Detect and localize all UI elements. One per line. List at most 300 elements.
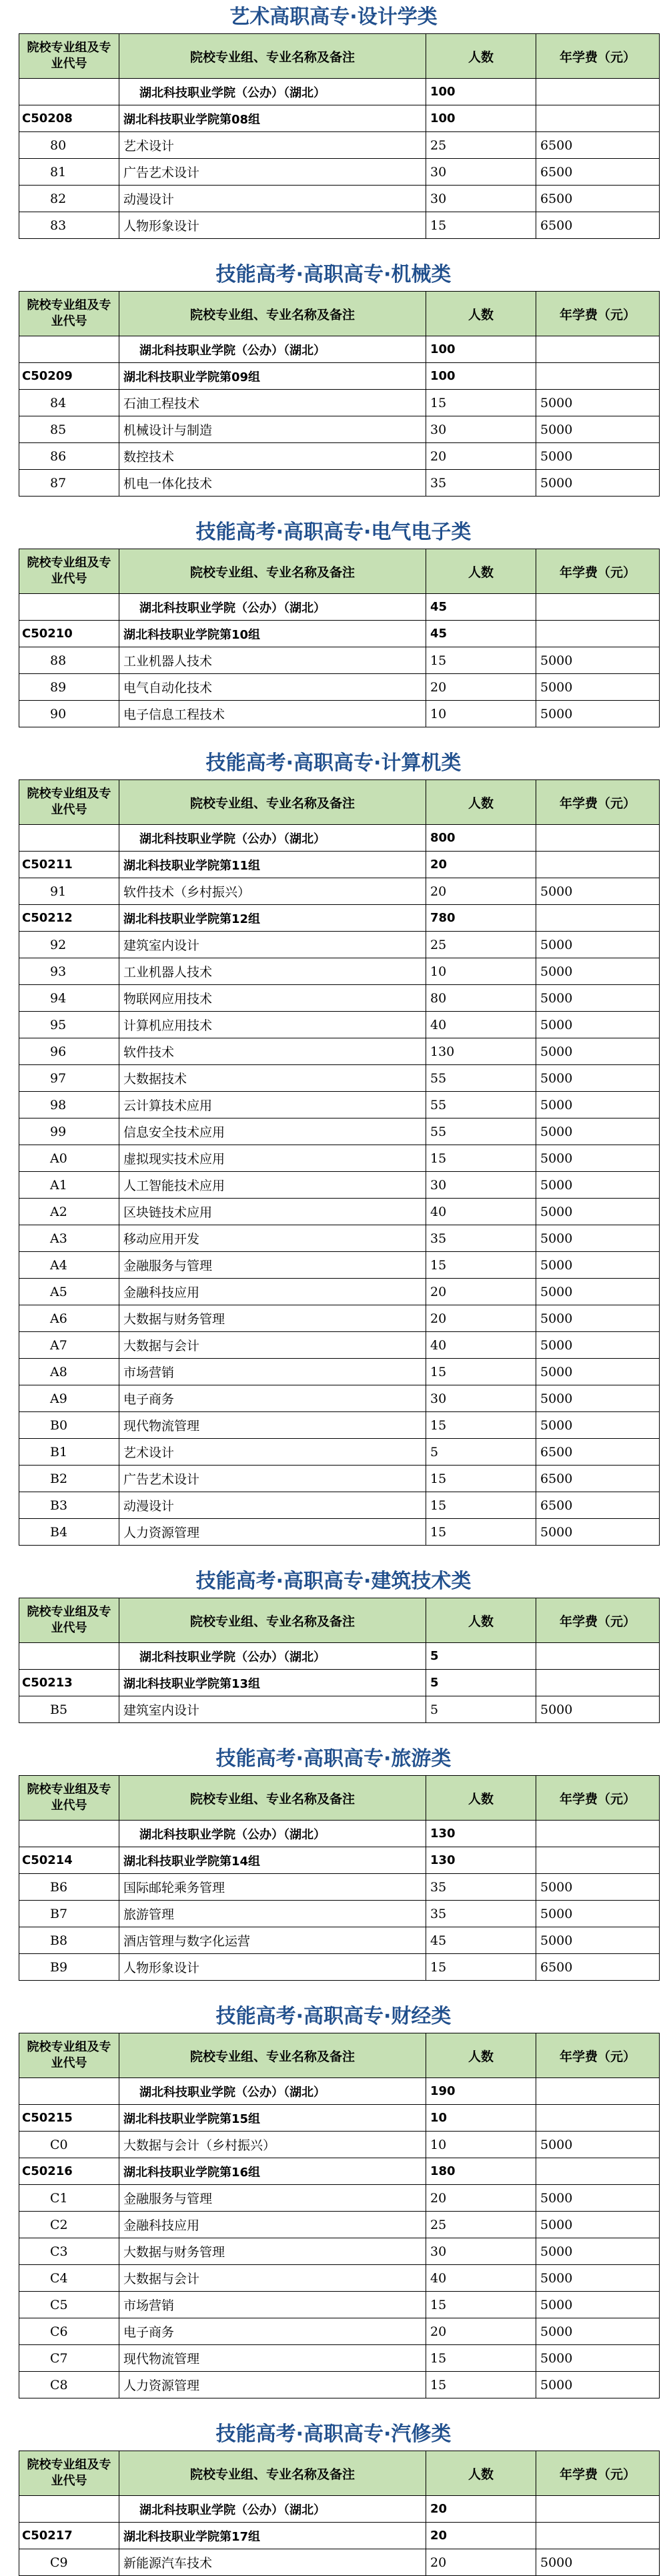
code-cell: B6 [19,1874,119,1901]
code-cell: A9 [19,1385,119,1412]
fee-cell: 5000 [536,1412,660,1439]
count-cell: 15 [426,1145,536,1172]
enrollment-table [19,1775,660,1981]
code-cell: B8 [19,1927,119,1954]
name-cell: 区块链技术应用 [119,1199,426,1225]
group-row [19,2523,660,2549]
code-cell: A8 [19,1359,119,1385]
fee-cell: 5000 [536,647,660,674]
count-cell: 20 [426,443,536,470]
header-code: 院校专业组及专业代号 [19,1776,119,1821]
count-cell: 35 [426,470,536,497]
major-row [19,1927,660,1954]
fee-cell: 5000 [536,1118,660,1145]
header-count: 人数 [426,549,536,594]
code-cell [19,1643,119,1670]
code-cell: A5 [19,1279,119,1305]
name-cell: 湖北科技职业学院（公办）（湖北） [119,336,426,363]
header-name: 院校专业组、专业名称及备注 [119,780,426,825]
name-cell: 金融科技应用 [119,2212,426,2238]
count-cell: 15 [426,2345,536,2372]
name-cell: 人力资源管理 [119,1519,426,1546]
count-cell: 100 [426,363,536,390]
code-cell: 94 [19,985,119,1012]
name-cell: 建筑室内设计 [119,1696,426,1723]
count-cell: 30 [426,2238,536,2265]
count-cell: 15 [426,2372,536,2398]
count-cell: 15 [426,212,536,239]
code-cell [19,825,119,852]
count-cell: 800 [426,825,536,852]
major-row [19,1012,660,1038]
fee-cell: 5000 [536,416,660,443]
name-cell: 大数据与会计 [119,1332,426,1359]
fee-cell: 5000 [536,1385,660,1412]
count-cell: 30 [426,416,536,443]
major-row [19,2318,660,2345]
group-row [19,852,660,878]
major-row [19,1038,660,1065]
fee-cell [536,2105,660,2132]
count-cell: 55 [426,1092,536,1118]
code-cell: B9 [19,1954,119,1981]
name-cell: 湖北科技职业学院第15组 [119,2105,426,2132]
fee-cell [536,2078,660,2105]
name-cell: 湖北科技职业学院第13组 [119,1670,426,1696]
name-cell: 湖北科技职业学院（公办）（湖北） [119,825,426,852]
name-cell: 旅游管理 [119,1901,426,1927]
count-cell: 5 [426,1696,536,1723]
major-row [19,958,660,985]
count-cell: 45 [426,621,536,647]
name-cell: 建筑室内设计 [119,932,426,958]
fee-cell [536,1670,660,1696]
major-row [19,2212,660,2238]
major-row [19,1065,660,1092]
count-cell: 20 [426,674,536,701]
code-cell: C4 [19,2265,119,2292]
major-row [19,2292,660,2318]
count-cell: 30 [426,1172,536,1199]
table-header-row [19,2451,660,2496]
group-row [19,2105,660,2132]
group-row [19,1847,660,1874]
count-cell: 5 [426,1439,536,1466]
major-row [19,1874,660,1901]
count-cell: 130 [426,1038,536,1065]
code-cell: 89 [19,674,119,701]
fee-cell: 5000 [536,1172,660,1199]
name-cell: 湖北科技职业学院第17组 [119,2523,426,2549]
fee-cell: 5000 [536,2318,660,2345]
count-cell: 15 [426,647,536,674]
group-row [19,621,660,647]
code-cell: B1 [19,1439,119,1466]
count-cell: 15 [426,390,536,416]
name-cell: 人工智能技术应用 [119,1172,426,1199]
fee-cell: 5000 [536,878,660,905]
fee-cell: 5000 [536,443,660,470]
major-row [19,2238,660,2265]
code-cell: 84 [19,390,119,416]
group-row [19,363,660,390]
header-code: 院校专业组及专业代号 [19,780,119,825]
count-cell: 100 [426,336,536,363]
code-cell: 99 [19,1118,119,1145]
fee-cell: 6500 [536,1492,660,1519]
fee-cell: 5000 [536,390,660,416]
fee-cell: 6500 [536,212,660,239]
major-row [19,1305,660,1332]
major-row [19,212,660,239]
fee-cell: 5000 [536,2265,660,2292]
count-cell: 15 [426,1519,536,1546]
code-cell: C50209 [19,363,119,390]
category-section [0,2003,667,2421]
fee-cell: 5000 [536,2549,660,2576]
fee-cell: 5000 [536,1927,660,1954]
code-cell: 92 [19,932,119,958]
count-cell: 130 [426,1821,536,1847]
header-count: 人数 [426,2033,536,2078]
code-cell: C0 [19,2132,119,2158]
name-cell: 湖北科技职业学院（公办）（湖北） [119,1821,426,1847]
code-cell: 97 [19,1065,119,1092]
name-cell: 机电一体化技术 [119,470,426,497]
code-cell: A6 [19,1305,119,1332]
section-spacer [0,239,667,262]
count-cell: 40 [426,1012,536,1038]
count-cell: 5 [426,1643,536,1670]
code-cell: C7 [19,2345,119,2372]
code-cell: B5 [19,1696,119,1723]
count-cell: 35 [426,1901,536,1927]
fee-cell: 6500 [536,1439,660,1466]
name-cell: 广告艺术设计 [119,159,426,186]
header-count: 人数 [426,1598,536,1643]
major-row [19,2265,660,2292]
count-cell: 180 [426,2158,536,2185]
name-cell: 信息安全技术应用 [119,1118,426,1145]
name-cell: 电气自动化技术 [119,674,426,701]
table-header-row [19,1776,660,1821]
major-row [19,1385,660,1412]
code-cell: B2 [19,1466,119,1492]
table-header-row [19,34,660,79]
name-cell: 湖北科技职业学院第10组 [119,621,426,647]
fee-cell [536,2158,660,2185]
code-cell: A7 [19,1332,119,1359]
count-cell: 10 [426,958,536,985]
major-row [19,1145,660,1172]
count-cell: 20 [426,1305,536,1332]
header-fee: 年学费（元） [536,292,660,336]
major-row [19,1439,660,1466]
code-cell: 91 [19,878,119,905]
major-row [19,416,660,443]
fee-cell: 5000 [536,674,660,701]
category-section [0,262,667,519]
category-section [0,1746,667,2003]
count-cell: 5 [426,1670,536,1696]
table-header-row [19,549,660,594]
fee-cell [536,2496,660,2523]
header-code: 院校专业组及专业代号 [19,2451,119,2496]
code-cell: B7 [19,1901,119,1927]
fee-cell [536,594,660,621]
fee-cell: 5000 [536,2132,660,2158]
count-cell: 35 [426,1225,536,1252]
fee-cell [536,79,660,105]
count-cell: 15 [426,1492,536,1519]
fee-cell: 5000 [536,985,660,1012]
header-name: 院校专业组、专业名称及备注 [119,2451,426,2496]
major-row [19,878,660,905]
fee-cell [536,825,660,852]
name-cell: 现代物流管理 [119,2345,426,2372]
major-row [19,932,660,958]
code-cell: C50211 [19,852,119,878]
school-row [19,825,660,852]
name-cell: 湖北科技职业学院（公办）（湖北） [119,594,426,621]
fee-cell: 6500 [536,1954,660,1981]
fee-cell: 5000 [536,1252,660,1279]
major-row [19,132,660,159]
major-row [19,1412,660,1439]
group-row [19,2158,660,2185]
name-cell: 大数据与财务管理 [119,2238,426,2265]
major-row [19,1225,660,1252]
major-row [19,1901,660,1927]
name-cell: 人力资源管理 [119,2372,426,2398]
section-spacer [0,2398,667,2421]
school-row [19,2078,660,2105]
name-cell: 艺术设计 [119,1439,426,1466]
code-cell: 83 [19,212,119,239]
name-cell: 新能源汽车技术 [119,2549,426,2576]
code-cell: A0 [19,1145,119,1172]
name-cell: 湖北科技职业学院第16组 [119,2158,426,2185]
code-cell: C2 [19,2212,119,2238]
name-cell: 艺术设计 [119,132,426,159]
group-row [19,1670,660,1696]
fee-cell [536,1847,660,1874]
code-cell: B4 [19,1519,119,1546]
fee-cell: 5000 [536,1519,660,1546]
category-section [0,750,667,1568]
count-cell: 20 [426,878,536,905]
name-cell: 湖北科技职业学院第11组 [119,852,426,878]
fee-cell [536,621,660,647]
name-cell: 云计算技术应用 [119,1092,426,1118]
major-row [19,1252,660,1279]
code-cell: B0 [19,1412,119,1439]
count-cell: 80 [426,985,536,1012]
fee-cell [536,905,660,932]
code-cell: 80 [19,132,119,159]
enrollment-table [19,779,660,1546]
count-cell: 20 [426,2318,536,2345]
name-cell: 电子商务 [119,1385,426,1412]
name-cell: 酒店管理与数字化运营 [119,1927,426,1954]
name-cell: 动漫设计 [119,1492,426,1519]
name-cell: 工业机器人技术 [119,958,426,985]
count-cell: 15 [426,2292,536,2318]
fee-cell: 5000 [536,1874,660,1901]
code-cell: C1 [19,2185,119,2212]
fee-cell: 5000 [536,2212,660,2238]
header-fee: 年学费（元） [536,34,660,79]
category-section [0,2421,667,2576]
code-cell: 98 [19,1092,119,1118]
section-title: 技能高考·高职高专·机械类 [215,263,452,286]
fee-cell: 5000 [536,1225,660,1252]
fee-cell [536,852,660,878]
name-cell: 湖北科技职业学院（公办）（湖北） [119,2078,426,2105]
header-count: 人数 [426,34,536,79]
category-section [0,4,667,262]
fee-cell: 5000 [536,470,660,497]
code-cell: C50216 [19,2158,119,2185]
fee-cell: 5000 [536,1065,660,1092]
major-row [19,2345,660,2372]
fee-cell: 5000 [536,1199,660,1225]
section-title: 技能高考·高职高专·汽修类 [215,2423,452,2446]
enrollment-table [19,2033,660,2398]
name-cell: 人物形象设计 [119,1954,426,1981]
name-cell: 金融服务与管理 [119,2185,426,2212]
section-title: 技能高考·高职高专·计算机类 [205,751,462,775]
table-header-row [19,292,660,336]
count-cell: 35 [426,1874,536,1901]
count-cell: 20 [426,2185,536,2212]
header-code: 院校专业组及专业代号 [19,292,119,336]
school-row [19,594,660,621]
name-cell: 石油工程技术 [119,390,426,416]
major-row [19,1118,660,1145]
section-title: 技能高考·高职高专·旅游类 [215,1747,452,1770]
major-row [19,1092,660,1118]
school-row [19,336,660,363]
school-row [19,1821,660,1847]
code-cell: C9 [19,2549,119,2576]
name-cell: 湖北科技职业学院第09组 [119,363,426,390]
major-row [19,159,660,186]
code-cell: C5 [19,2292,119,2318]
major-row [19,1359,660,1385]
code-cell: C6 [19,2318,119,2345]
code-cell: C50208 [19,105,119,132]
code-cell: C50217 [19,2523,119,2549]
enrollment-table [19,549,660,727]
fee-cell: 5000 [536,2185,660,2212]
enrollment-table [19,1598,660,1723]
header-code: 院校专业组及专业代号 [19,1598,119,1643]
fee-cell: 5000 [536,2238,660,2265]
code-cell: C8 [19,2372,119,2398]
header-code: 院校专业组及专业代号 [19,2033,119,2078]
fee-cell: 6500 [536,186,660,212]
count-cell: 20 [426,2549,536,2576]
name-cell: 机械设计与制造 [119,416,426,443]
code-cell: 81 [19,159,119,186]
count-cell: 25 [426,932,536,958]
header-count: 人数 [426,780,536,825]
major-row [19,1466,660,1492]
count-cell: 45 [426,594,536,621]
code-cell: 96 [19,1038,119,1065]
code-cell: 82 [19,186,119,212]
count-cell: 15 [426,1412,536,1439]
header-name: 院校专业组、专业名称及备注 [119,292,426,336]
category-section [0,1568,667,1746]
code-cell: A1 [19,1172,119,1199]
fee-cell: 6500 [536,159,660,186]
fee-cell: 5000 [536,1359,660,1385]
enrollment-table [19,33,660,239]
major-row [19,2549,660,2576]
code-cell: C50212 [19,905,119,932]
major-row [19,1279,660,1305]
code-cell: C50214 [19,1847,119,1874]
table-header-row [19,2033,660,2078]
name-cell: 数控技术 [119,443,426,470]
header-fee: 年学费（元） [536,549,660,594]
name-cell: 湖北科技职业学院第08组 [119,105,426,132]
code-cell [19,594,119,621]
code-cell: A3 [19,1225,119,1252]
header-name: 院校专业组、专业名称及备注 [119,2033,426,2078]
major-row [19,1954,660,1981]
name-cell: 现代物流管理 [119,1412,426,1439]
section-spacer [0,1723,667,1746]
major-row [19,470,660,497]
major-row [19,647,660,674]
fee-cell: 5000 [536,1038,660,1065]
fee-cell: 5000 [536,701,660,727]
fee-cell [536,1821,660,1847]
section-spacer [0,1981,667,2003]
code-cell [19,2078,119,2105]
group-row [19,105,660,132]
major-row [19,985,660,1012]
fee-cell [536,363,660,390]
code-cell: 87 [19,470,119,497]
school-row [19,2496,660,2523]
name-cell: 湖北科技职业学院（公办）（湖北） [119,2496,426,2523]
major-row [19,443,660,470]
fee-cell: 5000 [536,1305,660,1332]
header-code: 院校专业组及专业代号 [19,549,119,594]
major-row [19,1492,660,1519]
name-cell: 软件技术（乡村振兴） [119,878,426,905]
school-row [19,79,660,105]
code-cell: A2 [19,1199,119,1225]
name-cell: 大数据与财务管理 [119,1305,426,1332]
fee-cell: 5000 [536,2292,660,2318]
header-fee: 年学费（元） [536,2451,660,2496]
count-cell: 40 [426,1332,536,1359]
count-cell: 20 [426,2496,536,2523]
code-cell: 88 [19,647,119,674]
name-cell: 人物形象设计 [119,212,426,239]
count-cell: 55 [426,1065,536,1092]
name-cell: 湖北科技职业学院（公办）（湖北） [119,1643,426,1670]
fee-cell: 5000 [536,1696,660,1723]
section-title: 技能高考·高职高专·建筑技术类 [195,1570,472,1593]
code-cell: B3 [19,1492,119,1519]
group-row [19,905,660,932]
